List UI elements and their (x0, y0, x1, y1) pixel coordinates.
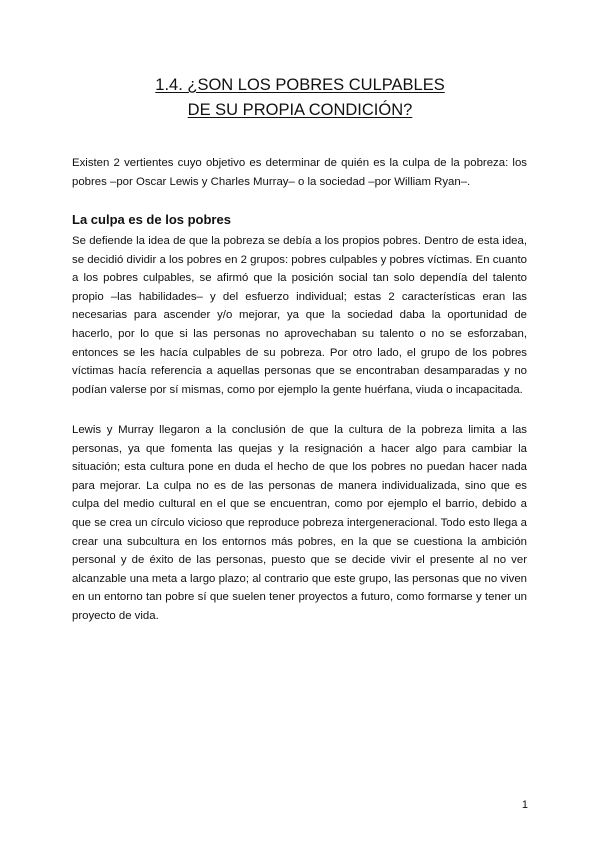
title-line-2: DE SU PROPIA CONDICIÓN? (187, 101, 413, 119)
body-paragraph-1: Se defiende la idea de que la pobreza se debía a los propios pobres. Dentro de esta idea, se decidió dividir a los pobres en 2 grupos: pobres culpables y pobres víctimas. En cuanto a los pobres culpables, se afirmó que la posición social tan solo dependía del talento propio –las habilidades– y del esfuerzo individual; estas 2 características eran las necesarias para ascender y/o mejorar, ya que la sociedad daba la oportunidad de hacerlo, por lo que si las personas no aprovechaban su talento o no se esforzaban, entonces se les hacía culpables de su pobreza. Por otro lado, el grupo de los pobres víctimas hacía referencia a aquellas personas que se encontraban desamparadas y no podían valerse por sí mismas, como por ejemplo la gente huérfana, viuda o incapacitada. (72, 235, 527, 396)
page-title (60, 73, 540, 123)
page-number: 1 (521, 799, 528, 811)
section-heading: La culpa es de los pobres (72, 212, 231, 227)
title-line-1: 1.4. ¿SON LOS POBRES CULPABLES (155, 76, 445, 94)
body-paragraph-2: Lewis y Murray llegaron a la conclusión de que la cultura de la pobreza limita a las personas, ya que fomenta las quejas y la resignación a hacer algo para cambiar la situación; esta cultura pone en duda el hecho de que los pobres no puedan hacer nada para mejorar. La culpa no es de las personas de manera individualizada, sino que es culpa del medio cultural en el que se encuentran, como por ejemplo el barrio, debido a que se crea un círculo vicioso que reproduce pobreza intergeneracional. Todo esto llega a crear una subcultura en los entornos más pobres, en la que se cuestiona la ambición personal y de éxito de las personas, puesto que se decide vivir el presente al no ver alcanzable una meta a largo plazo; al contrario que este grupo, las personas que no viven en un entorno tan pobre sí que suelen tener proyectos a futuro, como formarse y tener un proyecto de vida. (72, 424, 527, 622)
intro-paragraph: Existen 2 vertientes cuyo objetivo es determinar de quién es la culpa de la pobreza: los pobres –por Oscar Lewis y Charles Murray– o la sociedad –por William Ryan–. (72, 157, 527, 188)
